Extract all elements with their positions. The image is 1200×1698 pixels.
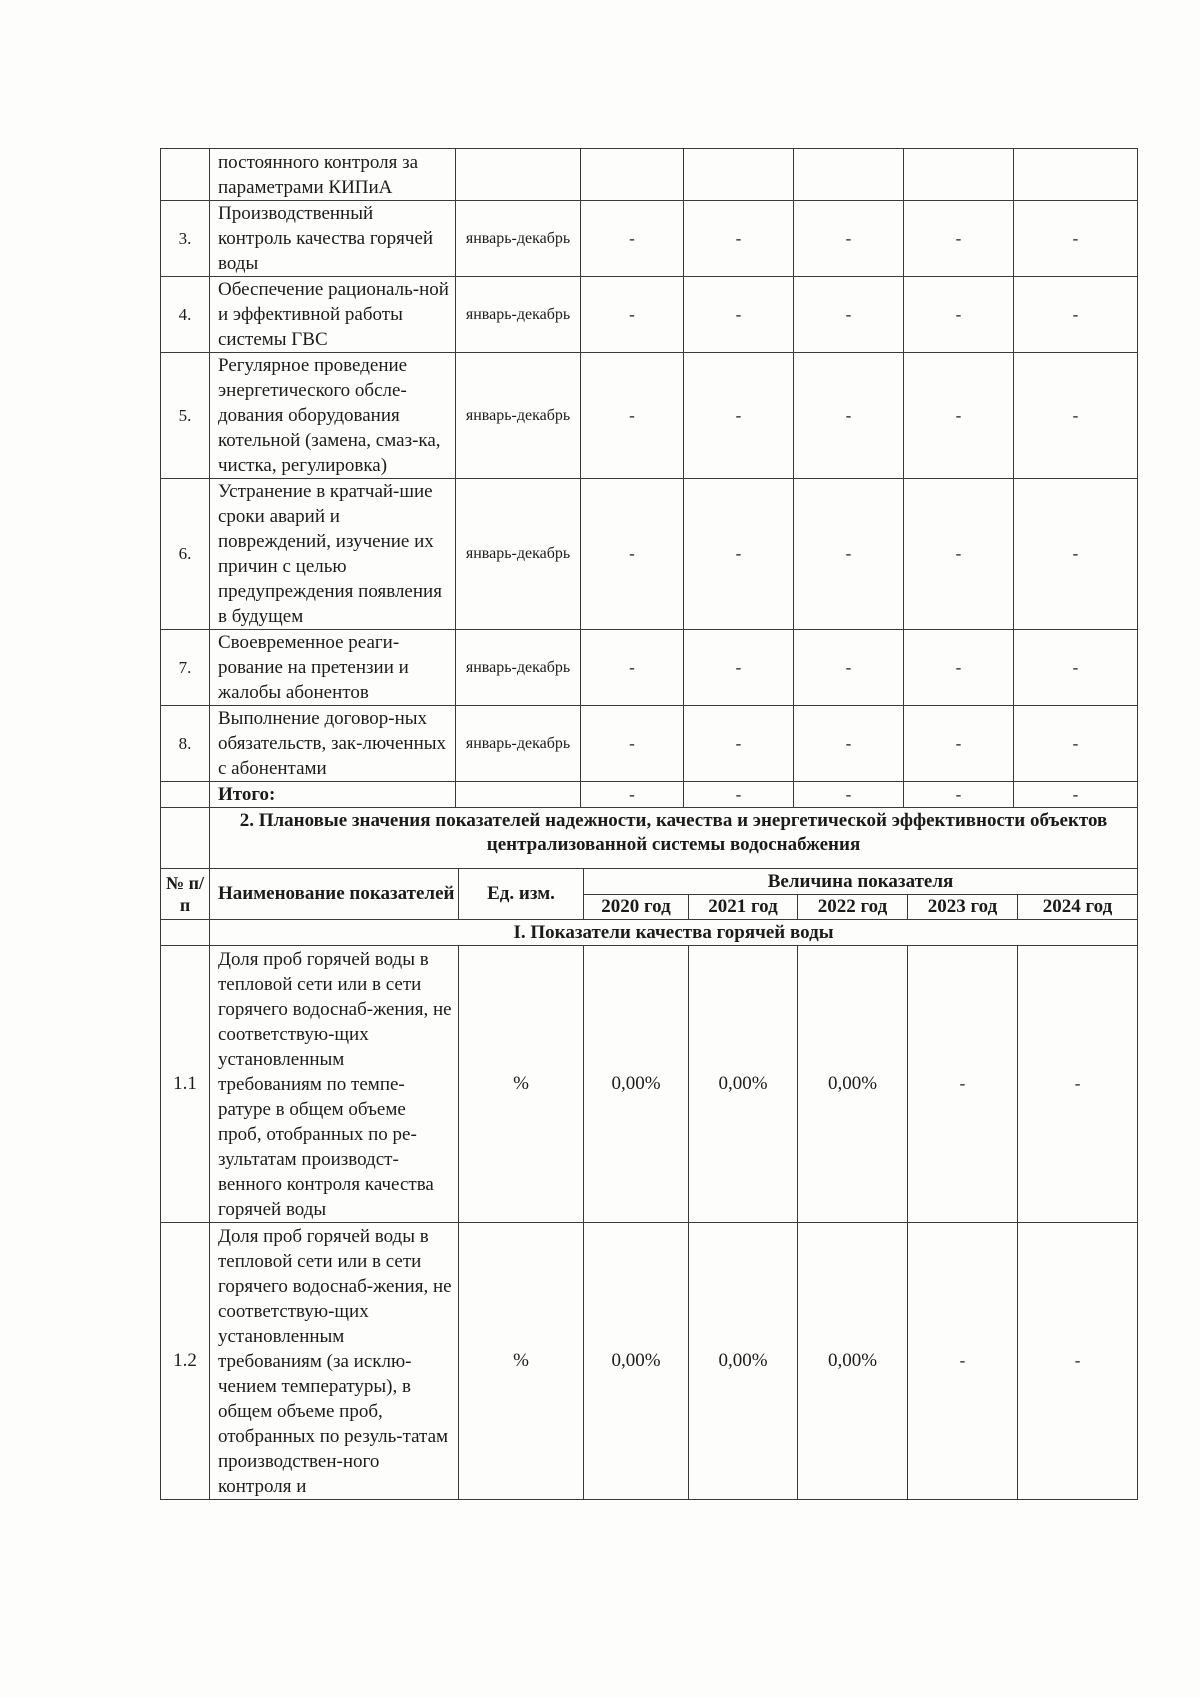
row-number: 6. (161, 479, 210, 630)
header-year: 2021 год (689, 895, 798, 920)
table-row (161, 201, 1138, 277)
value-cell: - (1018, 946, 1138, 1223)
indicator-name: Доля проб горячей воды в тепловой сети или в сети горячего водоснаб-жения, не соответствую-щих установленным требованиям (за исклю-чением температуры), в общем объеме проб, отобранных по резуль-татам производствен-ного контроля и (210, 1223, 459, 1500)
header-row (161, 869, 1138, 895)
value-cell: 0,00% (689, 946, 798, 1223)
value-cell: - (581, 630, 684, 706)
value-cell (904, 149, 1014, 201)
value-cell: - (1018, 1223, 1138, 1500)
header-year: 2022 год (798, 895, 908, 920)
value-cell: - (904, 706, 1014, 782)
value-cell: - (684, 479, 794, 630)
value-cell: - (794, 630, 904, 706)
table-row (161, 630, 1138, 706)
table-row (161, 277, 1138, 353)
group-title: I. Показатели качества горячей воды (210, 920, 1138, 946)
value-cell: - (684, 353, 794, 479)
section-title: 2. Плановые значения показателей надежности, качества и энергетической эффективности объектов централизованной системы водоснабжения (210, 792, 1138, 868)
value-cell (581, 149, 684, 201)
total-value: - (794, 782, 904, 808)
header-name: Наименование показателей (210, 869, 459, 920)
value-cell (1014, 149, 1138, 201)
value-cell: - (581, 201, 684, 277)
header-num: № п/п (161, 869, 210, 920)
group-row (161, 920, 1138, 946)
measure-name: постоянного контроля за параметрами КИПиА (210, 149, 456, 201)
table-row (161, 479, 1138, 630)
value-cell: - (1014, 479, 1138, 630)
measure-period: январь-декабрь (456, 706, 581, 782)
measure-name: Выполнение договор-ных обязательств, зак-люченных с абонентами (210, 706, 456, 782)
value-cell: - (684, 706, 794, 782)
value-cell: - (904, 630, 1014, 706)
value-cell: 0,00% (689, 1223, 798, 1500)
value-cell: - (908, 946, 1018, 1223)
value-cell: 0,00% (798, 1223, 908, 1500)
value-cell: - (794, 706, 904, 782)
row-number: 3. (161, 201, 210, 277)
row-number: 5. (161, 353, 210, 479)
total-value: - (684, 782, 794, 808)
measure-name: Регулярное проведение энергетического обсле-дования оборудования котельной (замена, смаз-ка, чистка, регулировка) (210, 353, 456, 479)
value-cell: - (908, 1223, 1018, 1500)
row-number (161, 149, 210, 201)
total-value: - (1014, 782, 1138, 808)
value-cell: - (904, 201, 1014, 277)
total-value: - (581, 782, 684, 808)
indicator-unit: % (459, 1223, 584, 1500)
value-cell: - (1014, 277, 1138, 353)
measure-period: январь-декабрь (456, 630, 581, 706)
value-cell: 0,00% (584, 1223, 689, 1500)
header-year: 2020 год (584, 895, 689, 920)
measure-name: Устранение в кратчай-шие сроки аварий и повреждений, изучение их причин с целью предупреждения появления в будущем (210, 479, 456, 630)
value-cell: - (1014, 201, 1138, 277)
measure-period: январь-декабрь (456, 201, 581, 277)
table-row (161, 706, 1138, 782)
measure-period: январь-декабрь (456, 479, 581, 630)
value-cell: - (581, 353, 684, 479)
value-cell: - (684, 277, 794, 353)
table-row (161, 1223, 1138, 1500)
value-cell: - (684, 201, 794, 277)
measure-period (456, 149, 581, 201)
value-cell: - (1014, 630, 1138, 706)
table-row (161, 946, 1138, 1223)
value-cell: 0,00% (798, 946, 908, 1223)
value-cell: - (794, 479, 904, 630)
value-cell: - (794, 201, 904, 277)
table-row (161, 149, 1138, 201)
measures-table (160, 148, 1138, 808)
value-cell: - (794, 277, 904, 353)
value-cell: 0,00% (584, 946, 689, 1223)
measure-period: январь-декабрь (456, 353, 581, 479)
total-label: Итого: (210, 782, 456, 808)
value-cell (794, 149, 904, 201)
header-value-group: Величина показателя (584, 869, 1138, 895)
value-cell: - (581, 479, 684, 630)
indicator-unit: % (459, 946, 584, 1223)
header-year: 2023 год (908, 895, 1018, 920)
value-cell: - (1014, 353, 1138, 479)
row-number: 7. (161, 630, 210, 706)
section-title-block (160, 792, 1138, 868)
value-cell: - (904, 353, 1014, 479)
header-year: 2024 год (1018, 895, 1138, 920)
value-cell: - (794, 353, 904, 479)
measure-period: январь-декабрь (456, 277, 581, 353)
table-row (161, 353, 1138, 479)
row-number: 1.1 (161, 946, 210, 1223)
row-number: 8. (161, 706, 210, 782)
value-cell: - (581, 277, 684, 353)
value-cell: - (684, 630, 794, 706)
value-cell: - (581, 706, 684, 782)
value-cell: - (1014, 706, 1138, 782)
row-number: 4. (161, 277, 210, 353)
measure-name: Производственный контроль качества горячей воды (210, 201, 456, 277)
value-cell: - (904, 277, 1014, 353)
value-cell (684, 149, 794, 201)
total-value: - (904, 782, 1014, 808)
value-cell: - (904, 479, 1014, 630)
row-number: 1.2 (161, 1223, 210, 1500)
measure-name: Обеспечение рациональ-ной и эффективной работы системы ГВС (210, 277, 456, 353)
indicator-name: Доля проб горячей воды в тепловой сети или в сети горячего водоснаб-жения, не соответствую-щих установленным требованиям по темпе-ратуре в общем объеме проб, отобранных по ре-зультатам производст-венного контроля качества горячей воды (210, 946, 459, 1223)
indicators-table (160, 868, 1138, 1500)
measure-name: Своевременное реаги-рование на претензии и жалобы абонентов (210, 630, 456, 706)
header-unit: Ед. изм. (459, 869, 584, 920)
